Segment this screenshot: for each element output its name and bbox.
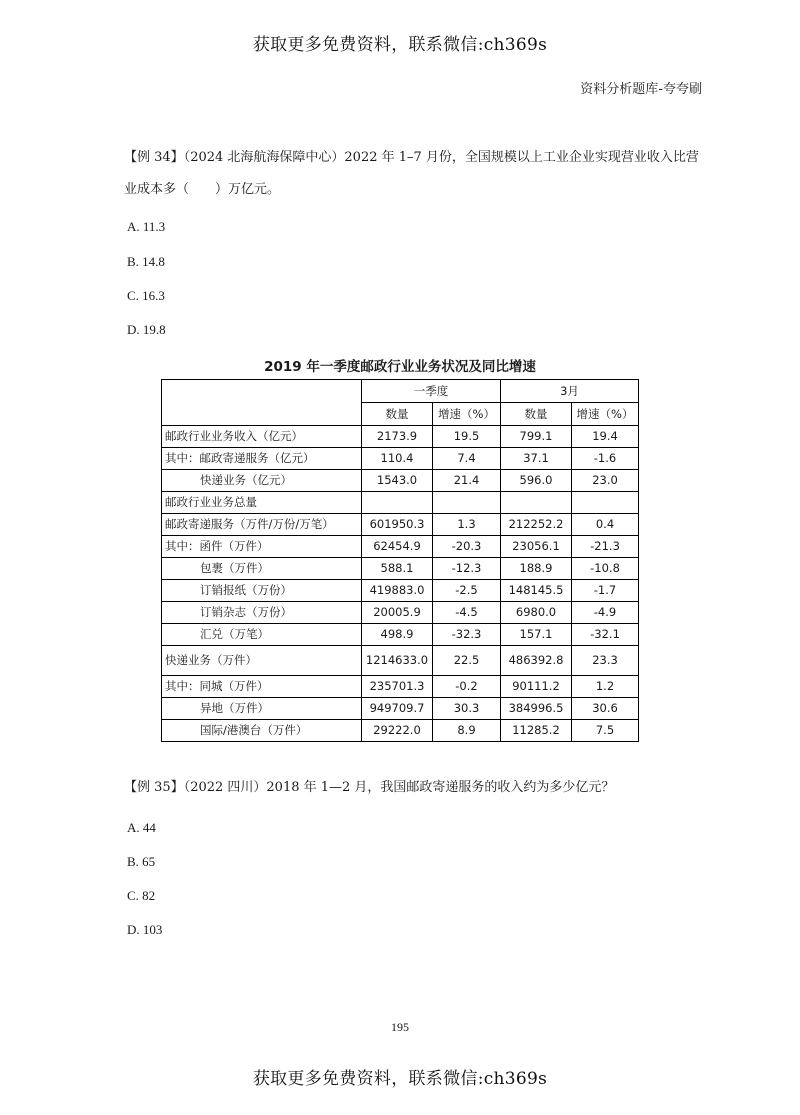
header-blank-cell	[162, 380, 362, 426]
table-cell: -10.8	[572, 558, 639, 580]
q35-option-c: C. 82	[127, 888, 156, 903]
row-label: 汇兑（万笔）	[162, 624, 362, 646]
table-cell: 19.5	[433, 426, 501, 448]
table-cell: 596.0	[501, 470, 572, 492]
table-cell: -0.2	[433, 676, 501, 698]
question-35-text: （2022 四川）2018 年 1—2 月，我国邮政寄递服务的收入约为多少亿元？	[183, 780, 615, 795]
question-34	[124, 142, 704, 206]
table-cell: 62454.9	[362, 536, 433, 558]
table-cell: 7.4	[433, 448, 501, 470]
table-row	[162, 558, 639, 580]
table-cell: 7.5	[572, 720, 639, 742]
table-row	[162, 646, 639, 676]
q35-option-d: D. 103	[127, 922, 163, 937]
table-row	[162, 448, 639, 470]
running-header: 资料分析题库-夸夸刷	[580, 82, 702, 97]
table-row	[162, 624, 639, 646]
table-cell: 148145.5	[501, 580, 572, 602]
table-cell: 11285.2	[501, 720, 572, 742]
table-row	[162, 698, 639, 720]
table-cell: -2.5	[433, 580, 501, 602]
table-cell: 1.3	[433, 514, 501, 536]
table-cell	[433, 492, 501, 514]
table-cell	[362, 492, 433, 514]
table-row	[162, 536, 639, 558]
table-cell: 110.4	[362, 448, 433, 470]
table-cell: 22.5	[433, 646, 501, 676]
table-cell: 23056.1	[501, 536, 572, 558]
table-cell: 37.1	[501, 448, 572, 470]
col-header: 增速（%）	[572, 403, 639, 426]
q35-option-b: B. 65	[127, 854, 156, 869]
table-cell: 29222.0	[362, 720, 433, 742]
table-cell: 498.9	[362, 624, 433, 646]
table-cell: 23.0	[572, 470, 639, 492]
postal-stats-table	[161, 379, 638, 742]
table-cell: 30.6	[572, 698, 639, 720]
q35-option-a: A. 44	[127, 820, 156, 835]
table-cell: 21.4	[433, 470, 501, 492]
q34-option-a: A. 11.3	[127, 219, 166, 234]
table-cell: 486392.8	[501, 646, 572, 676]
col-header: 增速（%）	[433, 403, 501, 426]
table-cell: 6980.0	[501, 602, 572, 624]
table-row	[162, 602, 639, 624]
table-cell: 419883.0	[362, 580, 433, 602]
table-cell: 0.4	[572, 514, 639, 536]
col-header: 数量	[501, 403, 572, 426]
question-34-text: （2024 北海航海保障中心）2022 年 1–7 月份，全国规模以上工业企业实现营业收入比营业成本多（ ）万亿元。	[124, 150, 699, 197]
table-cell: -21.3	[572, 536, 639, 558]
table-cell: 588.1	[362, 558, 433, 580]
table-cell: -20.3	[433, 536, 501, 558]
table-cell: -4.9	[572, 602, 639, 624]
table-cell: 90111.2	[501, 676, 572, 698]
table-cell: 1543.0	[362, 470, 433, 492]
table-cell	[501, 492, 572, 514]
table-cell: 799.1	[501, 426, 572, 448]
group-header-march: 3月	[501, 380, 639, 403]
row-label: 邮政寄递服务（万件/万份/万笔）	[162, 514, 362, 536]
table-cell: -1.6	[572, 448, 639, 470]
q34-option-b: B. 14.8	[127, 254, 165, 269]
q34-option-c: C. 16.3	[127, 288, 165, 303]
table-cell: 2173.9	[362, 426, 433, 448]
col-header: 数量	[362, 403, 433, 426]
table-cell: 157.1	[501, 624, 572, 646]
table-cell: -12.3	[433, 558, 501, 580]
row-label: 快递业务（亿元）	[162, 470, 362, 492]
table-cell: 601950.3	[362, 514, 433, 536]
row-label: 包裹（万件）	[162, 558, 362, 580]
table-cell: 212252.2	[501, 514, 572, 536]
table-cell: 1.2	[572, 676, 639, 698]
question-34-tag: 【例 34】	[124, 150, 184, 165]
table-row	[162, 676, 639, 698]
row-label: 邮政行业业务总量	[162, 492, 362, 514]
row-label: 订销报纸（万份）	[162, 580, 362, 602]
table-cell: 949709.7	[362, 698, 433, 720]
row-label: 国际/港澳台（万件）	[162, 720, 362, 742]
table-cell: 23.3	[572, 646, 639, 676]
row-label: 其中：邮政寄递服务（亿元）	[162, 448, 362, 470]
table-cell: 1214633.0	[362, 646, 433, 676]
table-row	[162, 514, 639, 536]
table-cell: 8.9	[433, 720, 501, 742]
table-cell: 30.3	[433, 698, 501, 720]
table-cell: -32.1	[572, 624, 639, 646]
row-label: 邮政行业业务收入（亿元）	[162, 426, 362, 448]
table-row	[162, 470, 639, 492]
table-cell: -1.7	[572, 580, 639, 602]
table-row	[162, 580, 639, 602]
table-row	[162, 426, 639, 448]
table-cell: 20005.9	[362, 602, 433, 624]
table-row	[162, 720, 639, 742]
table-cell: 235701.3	[362, 676, 433, 698]
table-cell: 19.4	[572, 426, 639, 448]
group-header-q1: 一季度	[362, 380, 501, 403]
table-cell: 384996.5	[501, 698, 572, 720]
table-title: 2019 年一季度邮政行业业务状况及同比增速	[264, 359, 536, 375]
row-label: 其中：同城（万件）	[162, 676, 362, 698]
row-label: 订销杂志（万份）	[162, 602, 362, 624]
page-number: 195	[391, 1020, 409, 1034]
row-label: 异地（万件）	[162, 698, 362, 720]
table-cell: 188.9	[501, 558, 572, 580]
table-row	[162, 492, 639, 514]
question-35	[124, 772, 704, 804]
question-35-tag: 【例 35】	[124, 780, 184, 795]
row-label: 其中：函件（万件）	[162, 536, 362, 558]
watermark-top: 获取更多免费资料，联系微信:ch369s	[252, 35, 548, 55]
table-cell: -32.3	[433, 624, 501, 646]
q34-option-d: D. 19.8	[127, 322, 166, 337]
row-label: 快递业务（万件）	[162, 646, 362, 676]
table-cell: -4.5	[433, 602, 501, 624]
watermark-bottom: 获取更多免费资料，联系微信:ch369s	[252, 1069, 548, 1089]
table-cell	[572, 492, 639, 514]
